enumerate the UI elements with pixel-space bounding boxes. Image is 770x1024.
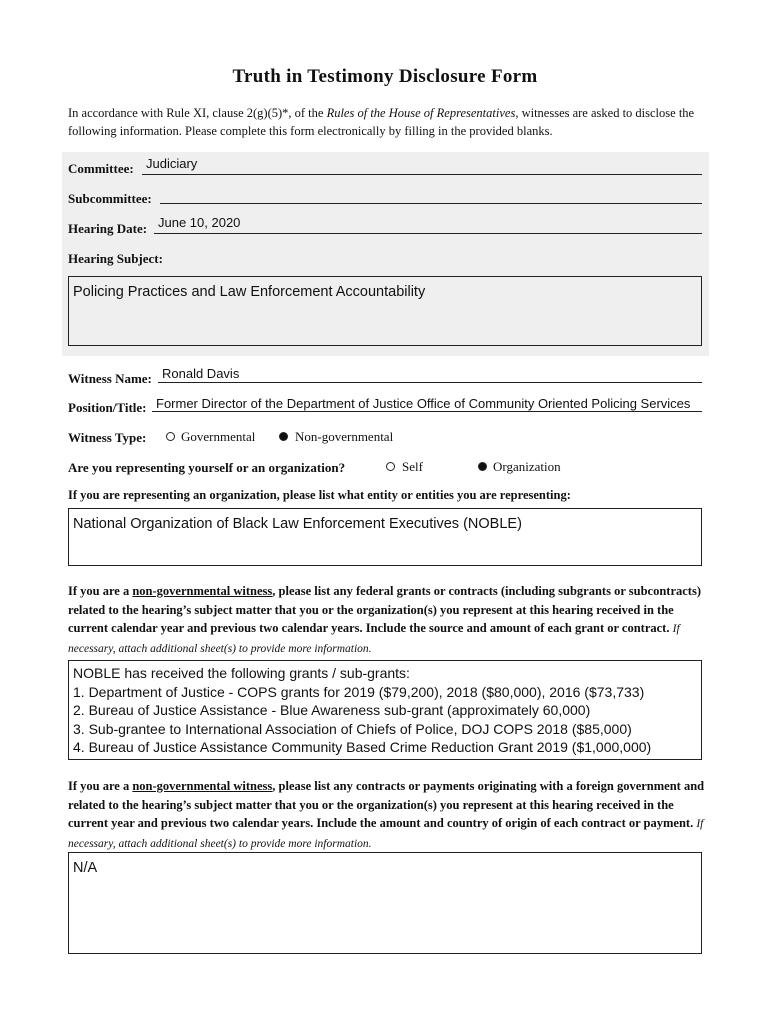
- committee-underline: [142, 174, 702, 175]
- hearing-subject-field[interactable]: [68, 276, 702, 346]
- grants-line: 1. Department of Justice - COPS grants for 2019 ($79,200), 2018 ($80,000), 2016 ($73,733): [73, 683, 645, 700]
- subcommittee-label: Subcommittee:: [68, 191, 152, 206]
- witness-type-label: Witness Type:: [68, 430, 147, 445]
- committee-label: Committee:: [68, 161, 134, 176]
- grants-line: NOBLE has received the following grants / sub-grants:: [73, 665, 410, 681]
- foreign-question: [68, 777, 708, 853]
- foreign-q-note: If necessary, attach additional sheet(s) to provide more information.: [68, 818, 704, 850]
- intro-rules-title: Rules of the House of Representatives: [326, 106, 516, 120]
- representing-label: Are you representing yourself or an organization?: [68, 460, 346, 475]
- representing-organization-label: Organization: [493, 459, 561, 474]
- grants-line: 3. Sub-grantee to International Association of Chiefs of Police, DOJ COPS 2018 ($85,000): [73, 720, 632, 737]
- grants-line: 2. Bureau of Justice Assistance - Blue Awareness sub-grant (approximately 60,000): [73, 702, 591, 718]
- position-title-field[interactable]: Former Director of the Department of Justice Office of Community Oriented Policing Services: [156, 396, 691, 411]
- hearing-date-label: Hearing Date:: [68, 221, 148, 236]
- grants-q-body: , please list any federal grants or contracts (including subgrants or subcontracts) related to the hearing’s subject matter that you or the organization(s) you represent at this hearing received in the current calendar year and previous two calendar years. Include the source and amount of each grant or contract.: [68, 584, 701, 635]
- intro-text: [68, 104, 708, 140]
- witness-type-nongovernmental-radio[interactable]: [279, 432, 288, 441]
- foreign-q-underlined: non-governmental witness: [132, 779, 273, 793]
- organization-text: National Organization of Black Law Enforcement Executives (NOBLE): [73, 516, 522, 532]
- foreign-q-body: , please list any contracts or payments originating with a foreign government and related to the hearing’s subject matter that you or the organization(s) you represent at this hearing received in the current year and previous two calendar years. Include the amount and country of origin of each contract or payment.: [68, 779, 705, 830]
- organization-field[interactable]: [68, 508, 702, 566]
- intro-part2: , witnesses are asked to disclose the following information. Please complete this form electronically by filling in the provided blanks.: [68, 106, 695, 138]
- hearing-date-field[interactable]: June 10, 2020: [158, 215, 241, 230]
- committee-field[interactable]: Judiciary: [146, 156, 198, 171]
- hearing-subject-text: Policing Practices and Law Enforcement Accountability: [73, 284, 426, 300]
- position-title-label: Position/Title:: [68, 400, 147, 415]
- witness-name-underline: [158, 382, 702, 383]
- grants-q-underlined: non-governmental witness: [132, 584, 273, 598]
- position-title-underline: [152, 411, 702, 412]
- hearing-date-underline: [154, 233, 702, 234]
- foreign-field[interactable]: [68, 852, 702, 954]
- witness-type-governmental-label: Governmental: [181, 429, 256, 444]
- grants-line: 4. Bureau of Justice Assistance Community Based Crime Reduction Grant 2019 ($1,000,000): [73, 739, 652, 755]
- grants-q-note: If necessary, attach additional sheet(s) to provide more information.: [68, 623, 680, 655]
- organization-question: If you are representing an organization, please list what entity or entities you are representing:: [68, 488, 571, 502]
- grants-question: [68, 582, 708, 658]
- representing-self-radio[interactable]: [386, 462, 395, 471]
- foreign-text: N/A: [73, 860, 98, 876]
- witness-type-nongovernmental-label: Non-governmental: [295, 429, 394, 444]
- grants-field[interactable]: [68, 660, 702, 760]
- witness-type-governmental-radio[interactable]: [166, 432, 175, 441]
- foreign-q-prefix: If you are a: [68, 779, 133, 793]
- subcommittee-underline: [160, 203, 702, 204]
- witness-name-field[interactable]: Ronald Davis: [162, 366, 240, 381]
- representing-organization-radio[interactable]: [478, 462, 487, 471]
- form-title: Truth in Testimony Disclosure Form: [232, 66, 538, 87]
- grants-q-prefix: If you are a: [68, 584, 133, 598]
- intro-part1: In accordance with Rule XI, clause 2(g)(5)*, of the: [68, 106, 327, 120]
- representing-self-label: Self: [402, 459, 423, 474]
- witness-name-label: Witness Name:: [68, 371, 152, 386]
- hearing-subject-label: Hearing Subject:: [68, 251, 163, 266]
